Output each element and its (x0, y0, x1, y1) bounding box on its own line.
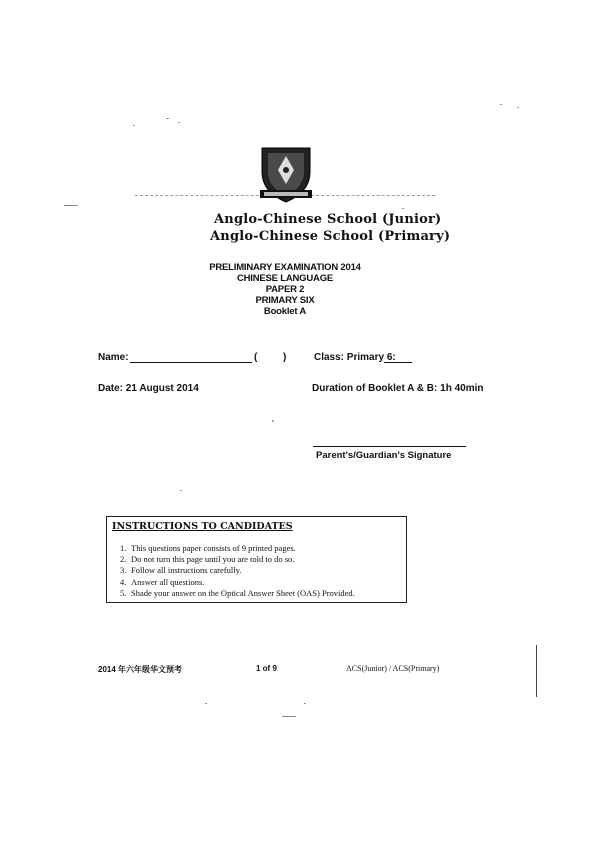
signature-field-line[interactable] (313, 446, 466, 447)
scan-speck (133, 125, 135, 126)
list-item (120, 577, 355, 588)
instructions-title: INSTRUCTIONS TO CANDIDATES (112, 521, 293, 532)
name-label: Name: (98, 352, 129, 363)
exam-subject: CHINESE LANGUAGE (236, 273, 334, 284)
instructions-list (120, 543, 355, 599)
list-item-text: Answer all questions. (131, 576, 205, 587)
list-item-text: Follow all instructions carefully. (131, 565, 242, 576)
scan-speck (166, 118, 169, 119)
list-item-text: Do not turn this page until you are told to do so. (131, 554, 295, 565)
list-item-number: 4. (120, 576, 127, 587)
school-name-primary: Anglo-Chinese School (Primary) (210, 229, 451, 244)
scan-speck (205, 703, 207, 704)
exam-paper: PAPER 2 (265, 284, 305, 295)
exam-level: PRIMARY SIX (255, 295, 315, 306)
scan-speck (304, 703, 306, 704)
scan-edge-line (536, 645, 537, 697)
list-item (120, 543, 355, 554)
instructions-box (106, 516, 407, 603)
list-item (120, 554, 355, 565)
footer-exam-name: 2014 年六年级华文预考 (98, 665, 183, 674)
scan-speck (282, 716, 296, 717)
list-item-text: This questions paper consists of 9 printed pages. (131, 543, 296, 553)
footer-school-codes: ACS(Junior) / ACS(Primary) (346, 664, 440, 673)
list-item-number: 3. (120, 565, 127, 576)
list-item-number: 2. (120, 554, 127, 565)
class-field-line[interactable] (384, 362, 412, 363)
duration-label: Duration of Booklet A & B: 1h 40min (312, 383, 484, 394)
scan-speck (500, 104, 502, 105)
list-item (120, 588, 355, 599)
footer-page-number: 1 of 9 (256, 664, 277, 673)
list-item-number: 5. (120, 587, 127, 598)
list-item (120, 565, 355, 576)
scan-speck (272, 420, 274, 422)
scan-speck (64, 205, 78, 206)
scan-speck (402, 208, 404, 209)
scan-speck (178, 122, 180, 123)
signature-label: Parent's/Guardian's Signature (316, 450, 452, 461)
scan-speck (517, 107, 519, 108)
scan-speck (180, 490, 182, 491)
exam-title-block (150, 262, 420, 317)
register-number-bracket-open: ( (254, 352, 258, 363)
exam-booklet: Booklet A (263, 306, 307, 317)
exam-title: PRELIMINARY EXAMINATION 2014 (209, 262, 361, 273)
register-number-bracket-close: ) (283, 352, 287, 363)
list-item-number: 1. (120, 543, 127, 553)
name-field-line[interactable] (130, 362, 252, 363)
date-label: Date: 21 August 2014 (98, 383, 199, 394)
class-label: Class: Primary 6: (314, 352, 396, 363)
school-name-junior: Anglo-Chinese School (Junior) (214, 212, 442, 227)
school-crest-logo (258, 146, 314, 204)
list-item-text: Shade your answer on the Optical Answer Sheet (OAS) Provided. (131, 587, 355, 598)
